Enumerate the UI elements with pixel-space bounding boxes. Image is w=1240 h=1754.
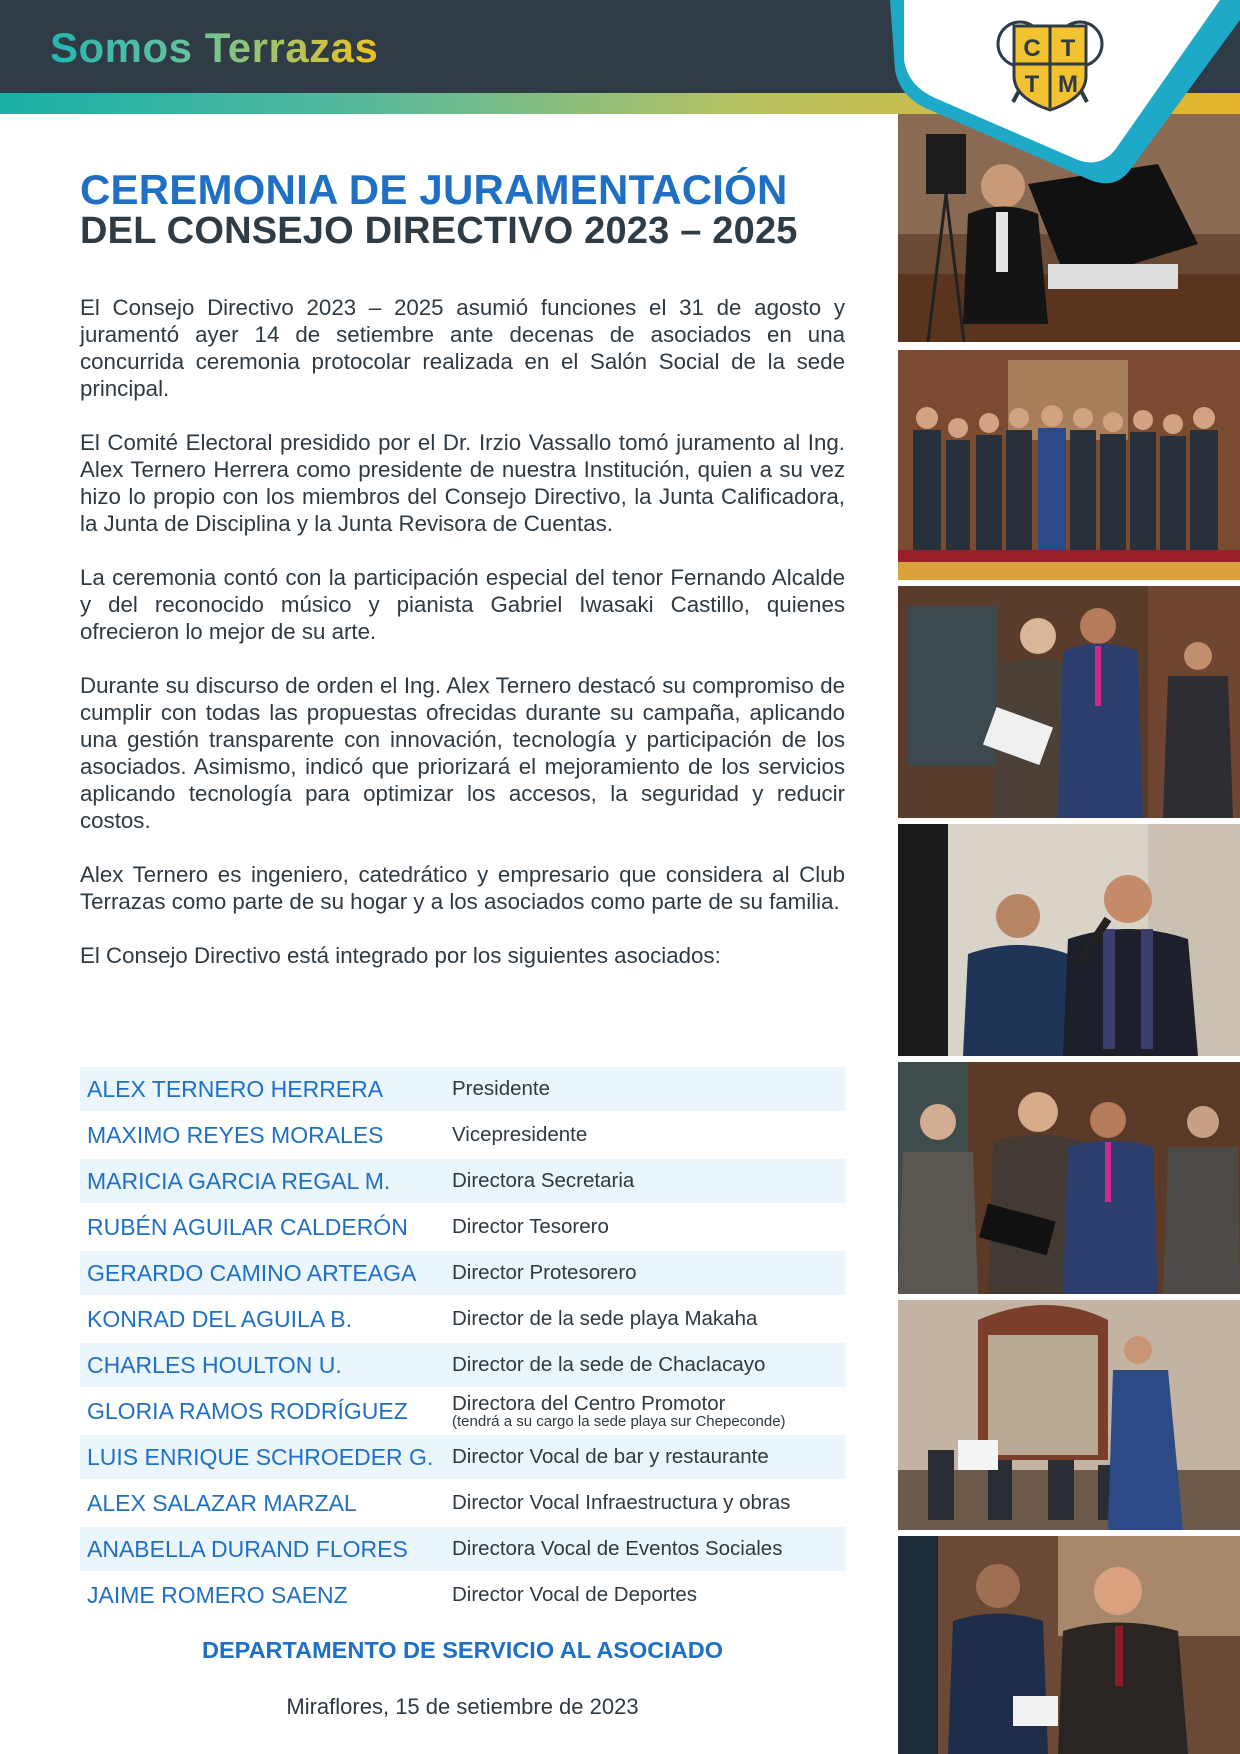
table-row [80,1481,845,1525]
member-name: CHARLES HOULTON U. [87,1351,342,1378]
photo-room [898,1300,1240,1530]
member-name: MAXIMO REYES MORALES [87,1121,384,1148]
member-role: Director de la sede de Chaclacayo [452,1353,766,1376]
table-row [80,1205,845,1249]
department-signature: DEPARTAMENTO DE SERVICIO AL ASOCIADO [202,1637,723,1663]
member-name: KONRAD DEL AGUILA B. [87,1305,353,1332]
member-role: Presidente [452,1077,551,1100]
member-name: ANABELLA DURAND FLORES [87,1535,408,1562]
member-role: Director Tesorero [452,1215,609,1238]
paragraph: Durante su discurso de orden el Ing. Alex Ternero destacó su compromiso de cumplir con todas las propuestas ofrecidas durante su campaña, aplicando una gestión transparente con innovación, tecnología y participación de los asociados. Asimismo, indicó que priorizará el mejoramiento de los servicios aplicando tecnología para optimizar los accesos, la seguridad y reducir costos. [80,673,845,833]
crest-letter: M [1058,71,1078,98]
table-row [80,1343,845,1387]
photo-award [898,586,1240,818]
member-role: Directora Vocal de Eventos Sociales [452,1537,783,1560]
member-role-block [452,1393,786,1429]
members-table [80,1067,845,1619]
member-role: Director Vocal de bar y restaurante [452,1445,769,1468]
crest-letter: C [1023,35,1041,62]
photo-award-2 [898,1062,1240,1294]
table-row [80,1159,845,1203]
table-row [80,1251,845,1295]
member-name: GLORIA RAMOS RODRÍGUEZ [87,1397,408,1424]
member-name: ALEX SALAZAR MARZAL [87,1489,357,1516]
member-name: JAIME ROMERO SAENZ [87,1581,348,1608]
crest-letter: T [1024,71,1040,98]
members-intro: El Consejo Directivo está integrado por los siguientes asociados: [80,943,721,968]
page-subtitle: DEL CONSEJO DIRECTIVO 2023 – 2025 [80,210,798,252]
article-body [80,294,845,969]
page-title: CEREMONIA DE JURAMENTACIÓN [80,166,788,213]
table-row [80,1573,845,1617]
member-role: Director Protesorero [452,1261,637,1284]
member-name: RUBÉN AGUILAR CALDERÓN [87,1213,408,1240]
table-row [80,1435,845,1479]
table-row [80,1113,845,1157]
table-row [80,1527,845,1571]
member-role: Director de la sede playa Makaha [452,1307,758,1330]
brand-title: Somos Terrazas [50,24,379,71]
member-name: ALEX TERNERO HERRERA [87,1075,384,1102]
photo-group [898,350,1240,580]
member-role: Directora del Centro Promotor [452,1392,726,1415]
crest-letter: T [1060,35,1076,62]
paragraph: La ceremonia contó con la participación especial del tenor Fernando Alcalde y del reconocido músico y pianista Gabriel Iwasaki Castillo, quienes ofrecieron lo mejor de su arte. [80,565,845,644]
date-line: Miraflores, 15 de setiembre de 2023 [286,1694,639,1719]
paragraph: Alex Ternero es ingeniero, catedrático y empresario que considera al Club Terrazas como parte de su hogar y a los asociados como parte de su familia. [80,862,845,914]
table-row [80,1297,845,1341]
table-row [80,1067,845,1111]
member-role: Director Vocal Infraestructura y obras [452,1491,791,1514]
club-crest-icon [998,22,1102,110]
photo-podium [898,1536,1240,1754]
member-role: Vicepresidente [452,1123,588,1146]
photo-speech [898,824,1240,1056]
member-role: Directora Secretaria [452,1169,635,1192]
paragraph: El Consejo Directivo 2023 – 2025 asumió funciones el 31 de agosto y juramentó ayer 14 de setiembre ante decenas de asociados en una concurrida ceremonia protocolar realizada en el Salón Social de la sede principal. [80,295,845,401]
logo-corner [890,0,1240,190]
member-name: GERARDO CAMINO ARTEAGA [87,1259,417,1286]
member-name: MARICIA GARCIA REGAL M. [87,1167,391,1194]
member-role: Director Vocal de Deportes [452,1583,697,1606]
member-name: LUIS ENRIQUE SCHROEDER G. [87,1443,434,1470]
member-role-note: (tendrá a su cargo la sede playa sur Chepeconde) [452,1413,786,1430]
table-row [80,1389,845,1433]
paragraph: El Comité Electoral presidido por el Dr. Irzio Vassallo tomó juramento al Ing. Alex Ternero Herrera como presidente de nuestra Institución, quien a su vez hizo lo propio con los miembros del Consejo Directivo, la Junta Calificadora, la Junta de Disciplina y la Junta Revisora de Cuentas. [80,430,845,536]
